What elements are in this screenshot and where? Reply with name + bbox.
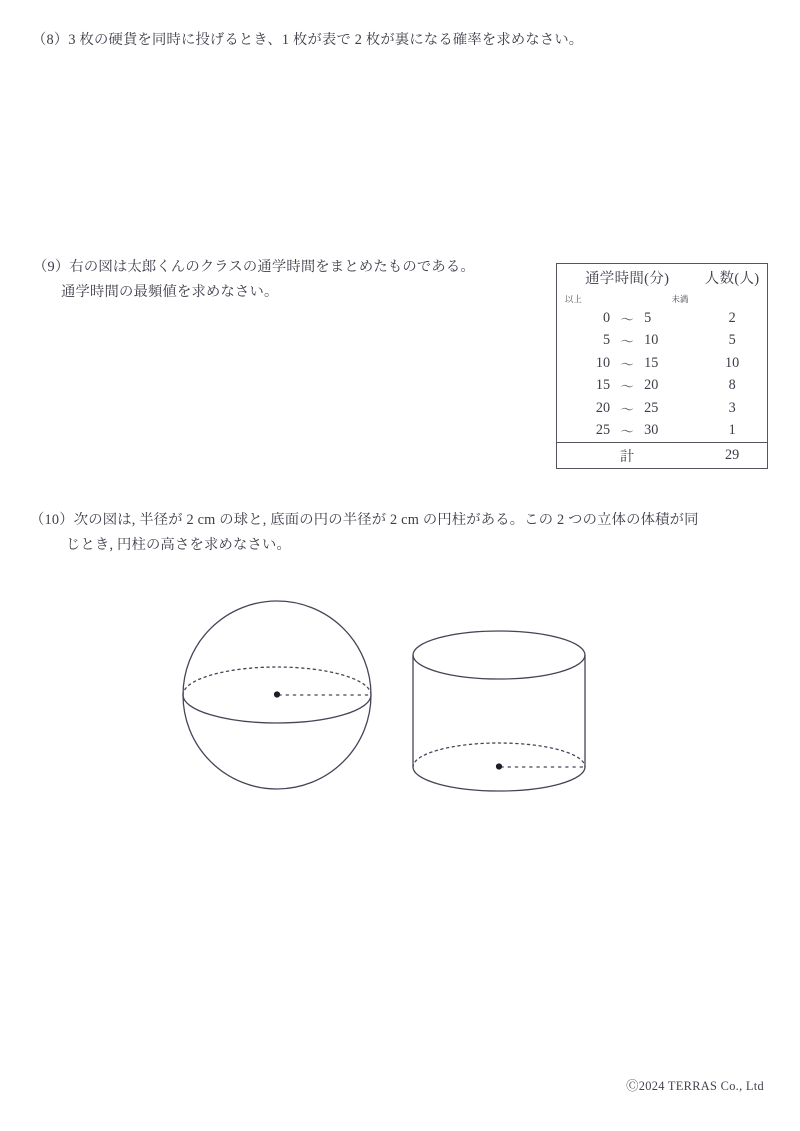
problem-10-line-2: じとき, 円柱の高さを求めなさい。 <box>66 537 291 553</box>
frequency-table-sublabel-blank <box>697 290 767 307</box>
problem-8 <box>32 28 583 53</box>
range-upper-1: 10 <box>644 332 659 349</box>
count-cell-1: 5 <box>728 332 736 349</box>
range-lower-3: 15 <box>595 377 611 394</box>
range-upper-3: 20 <box>644 377 659 394</box>
sphere-equator-back <box>183 667 371 695</box>
range-lower-1: 5 <box>603 332 611 349</box>
range-separator-5: 〜 <box>620 424 634 440</box>
count-cell-0: 2 <box>728 309 736 326</box>
problem-9-line-1 <box>33 255 475 280</box>
count-cell-2: 10 <box>725 354 740 371</box>
problem-8-number: （8） <box>32 32 69 48</box>
range-cell-0 <box>557 307 698 330</box>
range-cell-3 <box>557 375 698 398</box>
table-row <box>557 330 768 353</box>
range-separator-1: 〜 <box>620 334 634 350</box>
problem-10-text-1: 次の図は, 半径が 2 cm の球と, 底面の円の半径が 2 cm の円柱がある。この 2 つの立体の体積が同 <box>73 512 699 528</box>
sphere-figure <box>183 601 371 789</box>
sublabel-upper: 未満 <box>671 294 689 304</box>
count-cell-4: 3 <box>728 399 736 416</box>
problem-9-line-2: 通学時間の最頻値を求めなさい。 <box>61 284 279 300</box>
range-upper-5: 30 <box>644 422 659 439</box>
sphere-equator-front <box>183 695 371 723</box>
range-lower-4: 20 <box>595 399 611 416</box>
problem-10-number: （10） <box>30 512 74 528</box>
problem-9-text-1: 右の図は太郎くんのクラスの通学時間をまとめたものである。 <box>69 259 475 275</box>
cylinder-center-point <box>496 763 502 769</box>
frequency-table-sublabels <box>557 290 698 307</box>
frequency-table-header-time: 通学時間(分) <box>584 270 670 287</box>
range-cell-4 <box>557 397 698 420</box>
problem-10 <box>30 508 699 558</box>
range-lower-5: 25 <box>595 422 611 439</box>
cylinder-top-ellipse <box>413 631 585 679</box>
range-cell-1 <box>557 330 698 353</box>
sphere-outline <box>183 601 371 789</box>
total-label: 計 <box>557 443 698 469</box>
range-cell-2 <box>557 352 698 375</box>
range-upper-2: 15 <box>644 354 659 371</box>
problem-10-line-1 <box>30 508 699 533</box>
sphere-center-point <box>274 691 280 697</box>
total-count: 29 <box>697 443 767 469</box>
range-separator-2: 〜 <box>620 356 634 372</box>
problem-9-number: （9） <box>33 259 70 275</box>
frequency-table-total-row <box>557 443 768 469</box>
count-cell-3: 8 <box>728 377 736 394</box>
cylinder-bottom-back <box>413 743 585 767</box>
range-upper-0: 5 <box>644 309 652 326</box>
frequency-table-sublabel-row <box>557 290 768 307</box>
cylinder-bottom-front <box>413 767 585 791</box>
table-row <box>557 397 768 420</box>
table-row <box>557 352 768 375</box>
count-cell-5: 1 <box>728 422 736 439</box>
range-separator-4: 〜 <box>620 401 634 417</box>
problem-9 <box>33 255 475 305</box>
range-cell-5 <box>557 420 698 443</box>
range-separator-3: 〜 <box>620 379 634 395</box>
frequency-table-header-row <box>557 264 768 291</box>
table-row <box>557 375 768 398</box>
range-upper-4: 25 <box>644 399 659 416</box>
sublabel-lower: 以上 <box>565 294 582 304</box>
range-lower-2: 10 <box>595 354 611 371</box>
range-separator-0: 〜 <box>620 311 634 327</box>
frequency-table <box>556 263 768 469</box>
table-row <box>557 307 768 330</box>
frequency-table-header-count: 人数(人) <box>704 270 760 287</box>
problem-8-text: 3 枚の硬貨を同時に投げるとき、1 枚が表で 2 枚が裏になる確率を求めなさい。 <box>68 32 584 48</box>
range-lower-0: 0 <box>603 309 611 326</box>
table-row <box>557 420 768 443</box>
copyright-footer: Ⓒ2024 TERRAS Co., Ltd <box>626 1079 764 1093</box>
cylinder-figure <box>413 631 585 791</box>
